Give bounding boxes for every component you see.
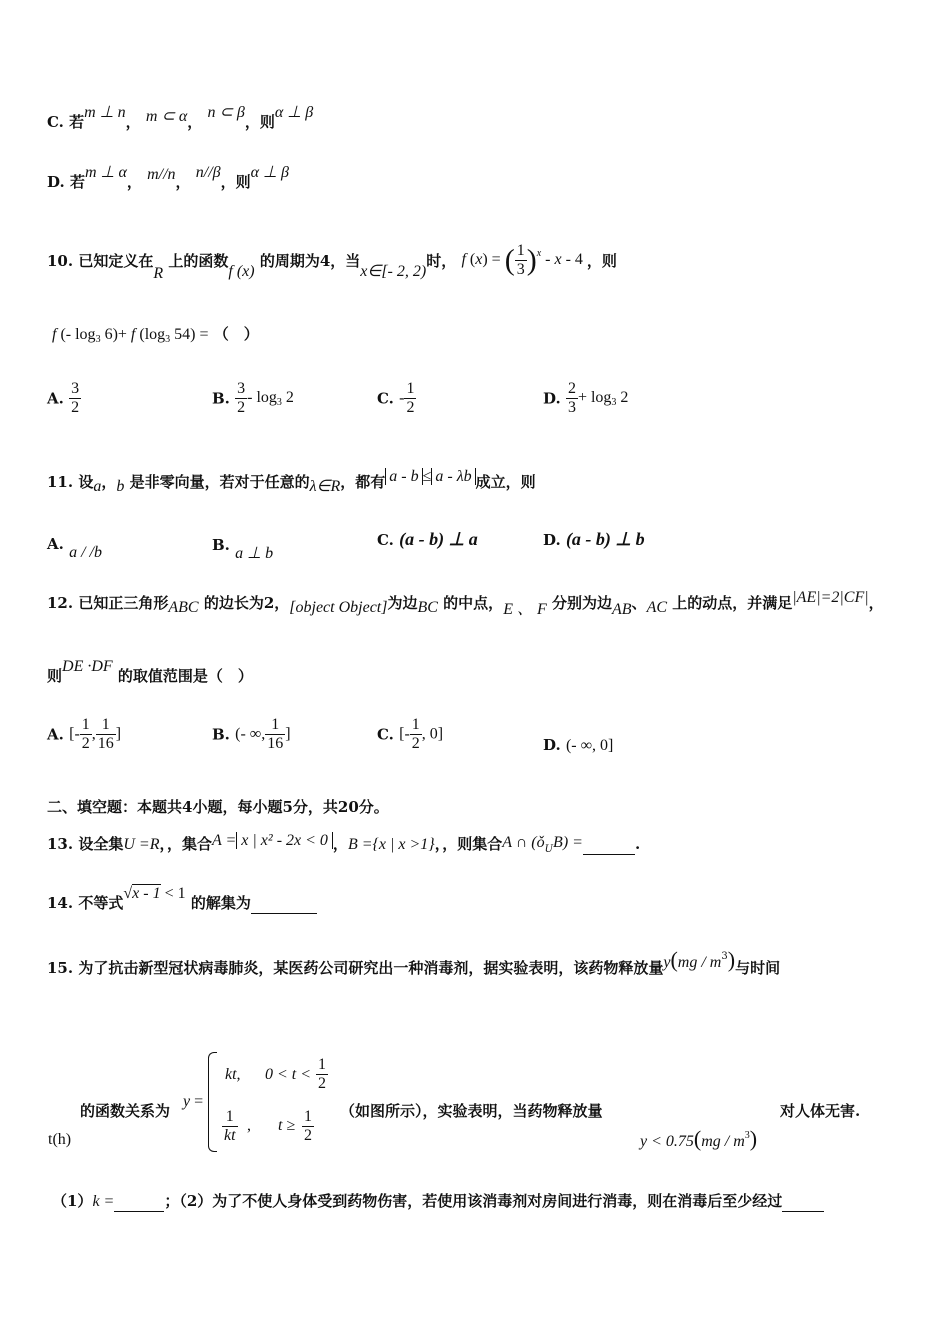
q10-expression: f (- $\log_3 6)+ f$ ($\log_3$ 54) = （ ） bbox=[52, 325, 259, 345]
q12-option-b[interactable]: B. (- ∞, $\frac{1}{16}$ ] bbox=[212, 716, 291, 752]
q12-option-a[interactable]: A. [- $\frac{1}{2}$ , $\frac{1}{16}$ ] bbox=[47, 716, 122, 752]
q13-stem: 13. 设全集U =R，，集合A = x | x² - 2x < 0 ，B ={x | x >1}，，则集合A ∩ $(ǒ_UB)$ = . bbox=[47, 832, 641, 855]
q11-stem: 11. 设a，b 是非零向量，若对于任意的λ∈R，都有 a - b ≤ a - λb 成立，则 bbox=[47, 468, 536, 495]
q12-option-d[interactable]: D. (- ∞, 0] bbox=[543, 736, 614, 754]
q15-text-end: 对人体无害. bbox=[780, 1102, 861, 1120]
q15-case1-frac: $\frac{1}{2}$ bbox=[318, 1056, 326, 1092]
q11-option-c[interactable]: C. (a - b) ⊥ a bbox=[377, 529, 478, 549]
q10-option-d[interactable]: D. $\frac{2}{3}$ + $\log_3 2$ bbox=[543, 380, 629, 416]
q11-option-b[interactable]: B. a ⊥ b bbox=[212, 536, 274, 562]
q14-answer-blank[interactable] bbox=[251, 893, 317, 914]
q11-option-a[interactable]: A. a / /b bbox=[47, 535, 102, 561]
section-title: 二、填空题：本题共4小题，每小题5分，共20分。 bbox=[47, 798, 389, 816]
q15-y-eq: y = bbox=[183, 1093, 204, 1110]
q14-stem: 14. 不等式√x - 1 < 1 的解集为 bbox=[47, 893, 317, 914]
q15-brace bbox=[208, 1052, 217, 1152]
q15-limit: $y < 0.75(mg / m^3)$ bbox=[640, 1126, 758, 1151]
q15-text-mid: （如图所示），实验表明，当药物释放量 bbox=[340, 1102, 603, 1120]
q15-stem: 15. 为了抗击新型冠状病毒肺炎，某医药公司研究出一种消毒剂，据实验表明，该药物释放量$y(mg / m^3)$与时间 bbox=[47, 947, 781, 977]
q15-case2-cond: t ≥ bbox=[278, 1117, 296, 1134]
q15-parts: （1）k = ；（2）为了不使人身体受到药物伤害，若使用该消毒剂对房间进行消毒，则在消毒后至少经过 bbox=[52, 1191, 824, 1212]
q10-function-def: f (x) = ( $\frac{1}{3}$ )$^x$ - x - 4 bbox=[461, 242, 587, 278]
q15-case1-cond: 0 < t < bbox=[265, 1066, 312, 1083]
q12-question: 则DE ·DF 的取值范围是（ ） bbox=[47, 658, 253, 685]
q11-option-d[interactable]: D. (a - b) ⊥ b bbox=[543, 529, 645, 549]
q15-relation-label: 的函数关系为 bbox=[80, 1102, 171, 1120]
q15-case1-expr: kt, bbox=[225, 1066, 241, 1083]
q15-case2-expr: $\frac{1}{kt}$ bbox=[224, 1108, 236, 1144]
q10-stem: 10. 已知定义在R 上的函数f (x) 的周期为4，当x∈[- 2, 2)时， f (x) = ( $\frac{1}{3}$ )$^x$ - x - 4 ，则 bbox=[47, 242, 617, 283]
q13-answer-blank[interactable] bbox=[583, 834, 635, 855]
q12-option-c[interactable]: C. [- $\frac{1}{2}$ , 0] bbox=[377, 716, 444, 752]
q9-option-d: D. 若m ⊥ α， m//n， n//β，则α ⊥ β bbox=[47, 164, 289, 191]
q15-th-label: t(h) bbox=[48, 1131, 72, 1148]
q10-option-b[interactable]: B. $\frac{3}{2}$ - $\log_3 2$ bbox=[212, 380, 294, 416]
q15-case2-frac: $\frac{1}{2}$ bbox=[304, 1108, 312, 1144]
q15-time-blank[interactable] bbox=[782, 1191, 824, 1212]
q15-k-blank[interactable] bbox=[114, 1191, 164, 1212]
q10-option-c[interactable]: C. - $\frac{1}{2}$ bbox=[377, 380, 415, 416]
q12-stem: 12. 已知正三角形ABC 的边长为2，[object Object]为边BC 的中点，E 、 F 分别为边AB、AC 上的动点，并满足|AE|=2|CF|， bbox=[47, 589, 884, 618]
q10-option-a[interactable]: A. $\frac{3}{2}$ bbox=[47, 380, 80, 416]
q9-option-c: C. 若m ⊥ n， m ⊂ α， n ⊂ β，则α ⊥ β bbox=[47, 104, 314, 131]
